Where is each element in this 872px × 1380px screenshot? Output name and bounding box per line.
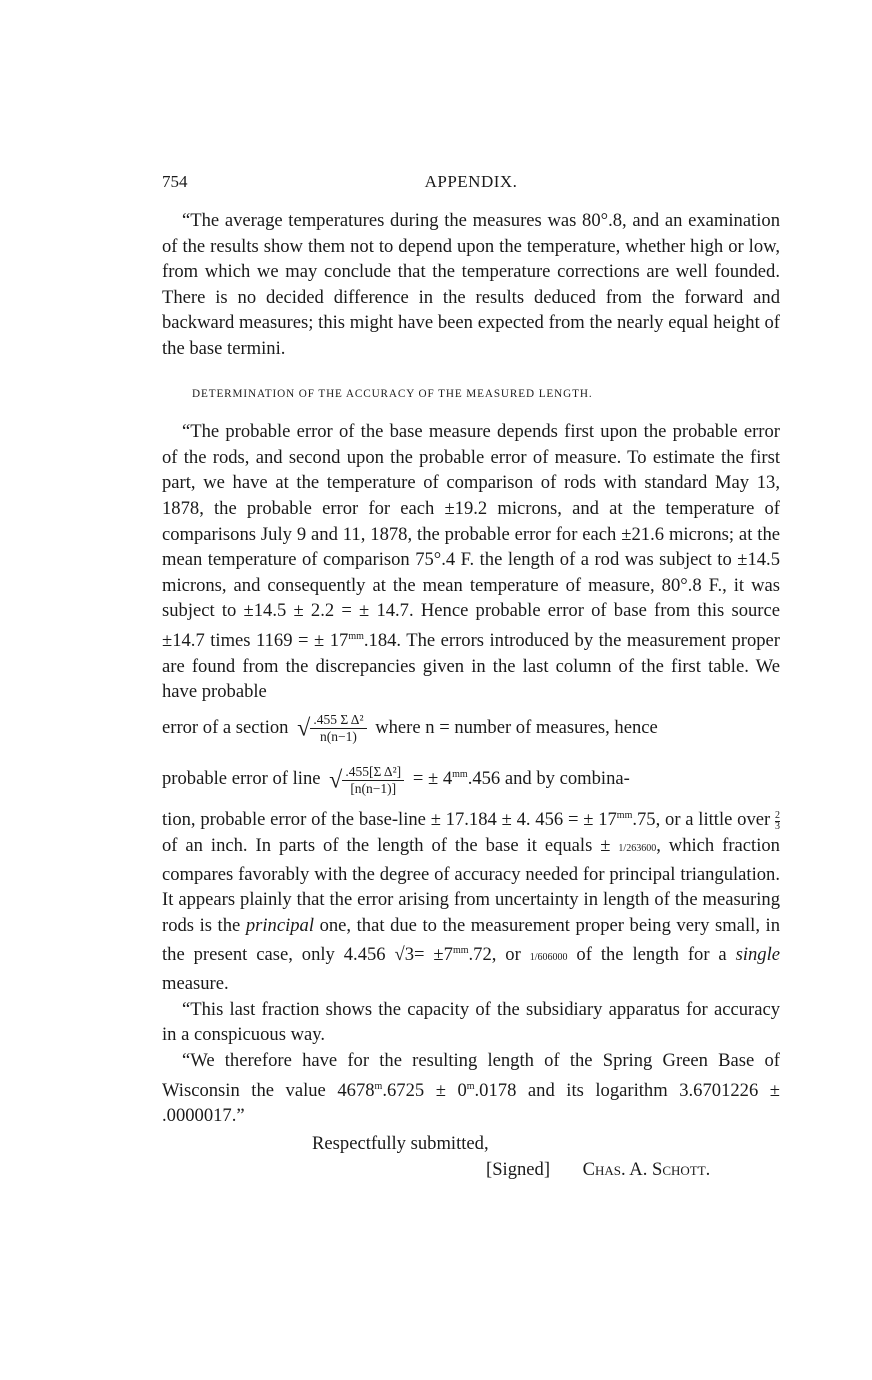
ratio-fraction: 1/606000 xyxy=(529,952,568,964)
sqrt-three: √3 xyxy=(394,944,415,966)
text-run: , which fraction compares favorably with the degree of accuracy needed for principal triangulation. It appears plainly that the error arising from uncertainty in length of the measuring rods is the xyxy=(162,835,780,936)
text-run: error of a section xyxy=(162,716,289,738)
text-run: where n = number of measures, hence xyxy=(375,716,658,738)
paragraph-accuracy-continued xyxy=(162,803,780,997)
formula-line xyxy=(329,757,404,804)
signer-name: Chas. A. Schott. xyxy=(582,1158,711,1180)
running-title: APPENDIX. xyxy=(424,172,518,191)
fraction xyxy=(342,764,404,797)
unit-superscript: mm xyxy=(452,945,469,957)
fraction-numerator: 2 xyxy=(775,809,780,821)
radical-sign: √ xyxy=(297,715,311,742)
unit-superscript: m xyxy=(466,1080,475,1092)
radical-sign: √ xyxy=(329,767,343,794)
small-fraction xyxy=(775,811,780,832)
fraction-numerator: .455[Σ Δ²] xyxy=(342,764,404,781)
fraction-denominator: [n(n−1)] xyxy=(350,780,397,796)
text-run: = ±7 xyxy=(414,944,453,966)
text-run: measure. xyxy=(162,973,229,995)
text-run: .0178 and its logarithm 3.6701226 ± .0000017.” xyxy=(162,1079,780,1127)
unit-superscript: mm xyxy=(348,630,364,642)
formula-line-total xyxy=(162,752,780,803)
unit-superscript: mm xyxy=(452,768,468,780)
text-run: .184. The errors introduced by the measurement proper are found from the discrepancies given in the last column of the first table. We have probable xyxy=(162,630,780,703)
text-run: = ± 4 xyxy=(412,768,453,790)
unit-superscript: m xyxy=(374,1080,383,1092)
text-run: “We therefore have for the resulting length of the Spring Green Base of Wisconsin the value 4678 xyxy=(162,1049,780,1101)
paragraph-temperatures: “The average temperatures during the measures was 80°.8, and an examination of the results show them not to depend upon the temperature, whether high or low, from which we may conclude that the temperature corrections are well founded. There is no decided difference in the results deduced from the forward and backward measures; this might have been expected from the nearly equal height of the base termini. xyxy=(162,210,780,359)
text-run: tion, probable error of the base-line ± 17.184 ± 4. 456 = ± 17 xyxy=(162,809,617,831)
paragraph-result xyxy=(162,1048,780,1129)
fraction-numerator: .455 Σ Δ² xyxy=(310,712,366,729)
paragraph-capacity: “This last fraction shows the capacity of the subsidiary apparatus for accuracy in a conspicuous way. xyxy=(162,998,780,1046)
text-run: one, that due to the measurement proper being very small, in the present case, only 4.456 xyxy=(162,914,780,966)
fraction-denominator: n(n−1) xyxy=(319,729,357,745)
text-run: .72, or xyxy=(468,944,521,966)
formula-section xyxy=(297,705,366,752)
text-run: “The probable error of the base measure depends first upon the probable error of the rods, and second upon the probable error of measure. To estimate the first part, we have at the temperature of comparison of rods with standard May 13, 1878, the probable error for each ±19.2 microns, and at the temperature of comparisons July 9 and 11, 1878, the probable error for each ±21.6 microns; at the mean temperature of comparison 75°.4 F. the length of a rod was subject to ±14.5 microns, and consequently at the mean temperature of measure, 80°.8 F., it was subject to ±14.5 ± 2.2 = ± 14.7. Hence probable error of base from this source ±14.7 times 1169 = ± 17 xyxy=(162,421,780,652)
text-run: of the length for a xyxy=(576,944,727,966)
ratio-fraction: 1/263600 xyxy=(618,843,657,855)
emphasis: single xyxy=(735,944,781,966)
fraction-denominator: 3 xyxy=(775,820,780,832)
text-run: probable error of line xyxy=(162,768,321,790)
text-run: .456 and by combina- xyxy=(467,768,630,790)
text-run: .6725 ± 0 xyxy=(382,1079,467,1101)
closing: Respectfully submitted, xyxy=(312,1132,489,1154)
page-body xyxy=(162,208,780,1182)
text-run: of an inch. In parts of the length of the base it equals ± xyxy=(162,835,611,857)
page-number: 754 xyxy=(162,172,188,191)
fraction xyxy=(310,712,366,745)
emphasis: principal xyxy=(245,914,315,936)
unit-superscript: mm xyxy=(616,810,633,822)
text-run: .75, or a little over xyxy=(632,809,771,831)
signature-line xyxy=(162,1157,780,1183)
section-heading: DETERMINATION OF THE ACCURACY OF THE MEASURED LENGTH. xyxy=(192,387,593,400)
paragraph-accuracy xyxy=(162,419,780,705)
signed-label: [Signed] xyxy=(486,1158,551,1180)
page-header xyxy=(162,172,780,198)
formula-line-section xyxy=(162,705,780,752)
